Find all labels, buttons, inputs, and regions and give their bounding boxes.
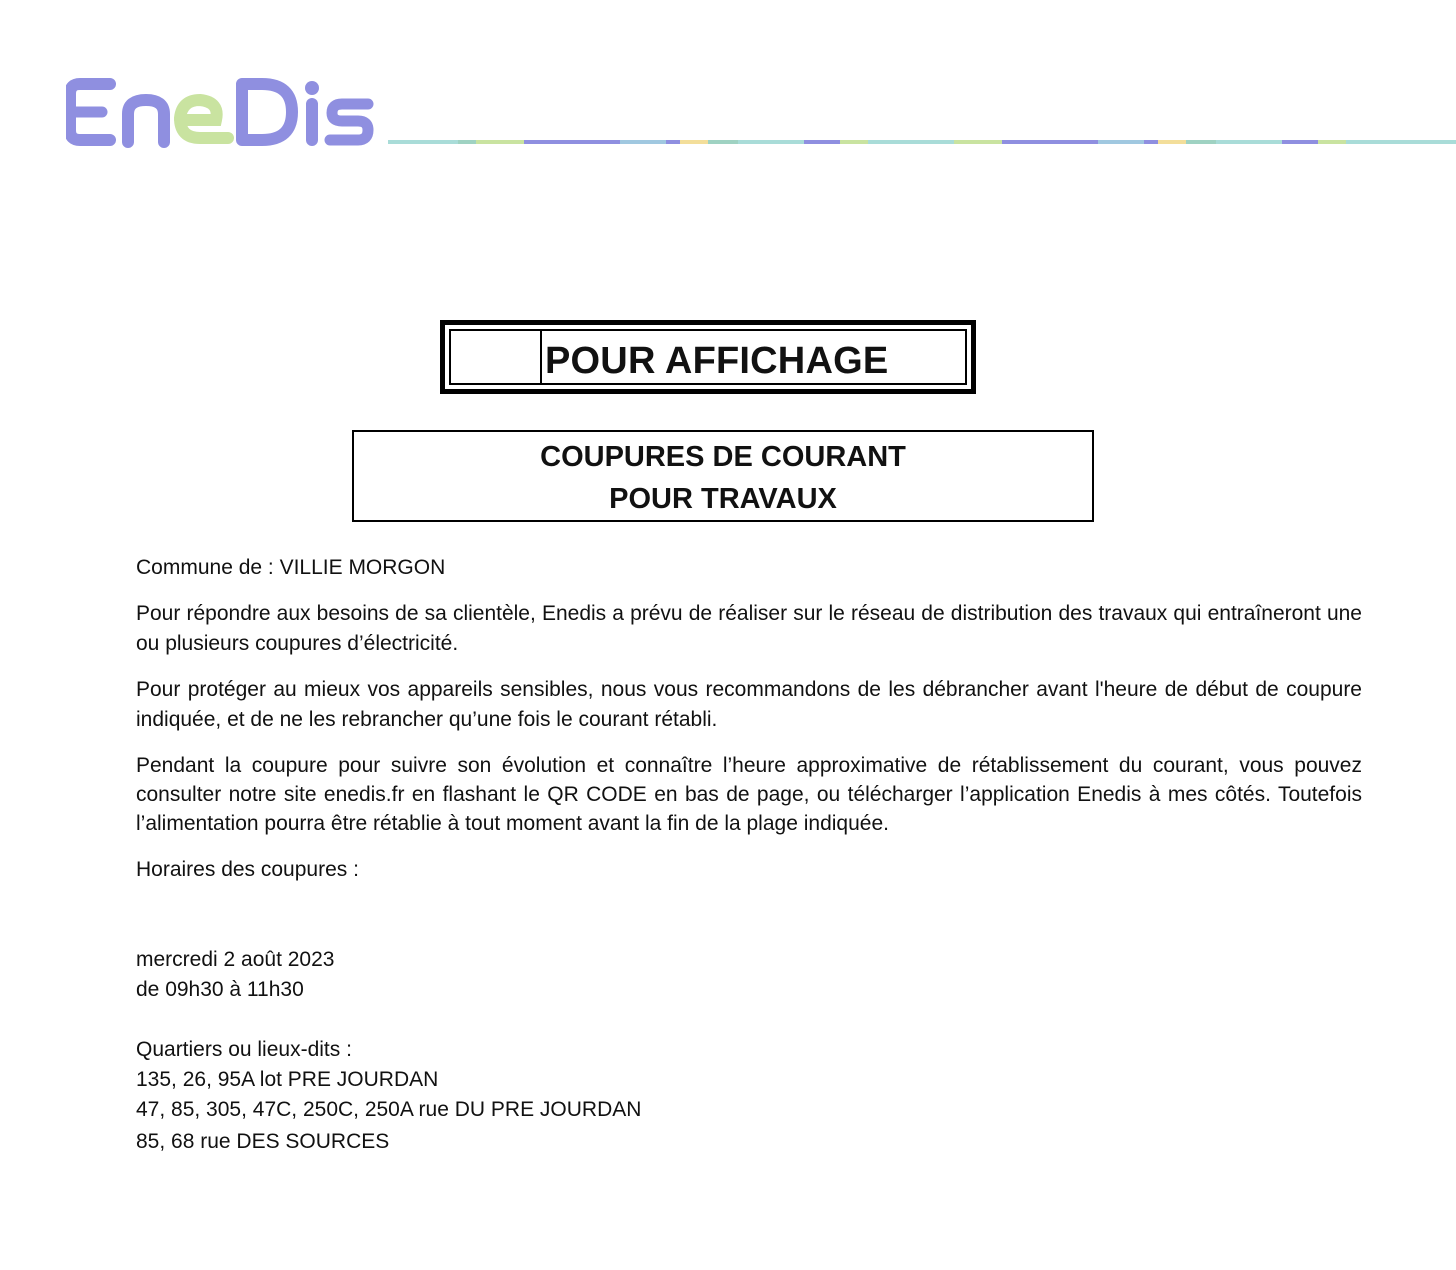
title-box-divider [540, 329, 542, 385]
paragraph-intro: Pour répondre aux besoins de sa clientèle, Enedis a prévu de réaliser sur le réseau de distribution des travaux qui entraîneront une ou plusieurs coupures d’électricité. [136, 602, 1362, 655]
enedis-logo [66, 74, 378, 150]
paragraph-tracking: Pendant la coupure pour suivre son évolution et connaître l’heure approximative de rétablissement du courant, vous pouvez consulter notre site enedis.fr en flashant le QR CODE en bas de page, ou télécharger l’application Enedis à mes côtés. Toutefois l’alimentation pourra être rétablie à tout moment avant la fin de la plage indiquée. [136, 754, 1362, 835]
header-stripe [388, 140, 1456, 144]
commune: Commune de : VILLIE MORGON [136, 556, 446, 579]
subtitle-line-1: COUPURES DE COURANT [540, 441, 906, 473]
location-item: 47, 85, 305, 47C, 250C, 250A rue DU PRE JOURDAN [136, 1098, 642, 1121]
title-box [440, 320, 976, 394]
schedule-hours: de 09h30 à 11h30 [136, 978, 304, 1001]
page-title: POUR AFFICHAGE [545, 340, 889, 382]
subtitle-box [352, 430, 1094, 522]
schedule-label: Horaires des coupures : [136, 858, 359, 881]
location-item: 135, 26, 95A lot PRE JOURDAN [136, 1068, 439, 1091]
location-item: 85, 68 rue DES SOURCES [136, 1130, 390, 1153]
schedule-date: mercredi 2 août 2023 [136, 948, 335, 971]
subtitle-line-2: POUR TRAVAUX [609, 483, 837, 515]
locations-label: Quartiers ou lieux-dits : [136, 1038, 352, 1061]
paragraph-protection: Pour protéger au mieux vos appareils sensibles, nous vous recommandons de les débrancher avant l'heure de début de coupure indiquée, et de ne les rebrancher qu’une fois le courant rétabli. [136, 678, 1362, 731]
